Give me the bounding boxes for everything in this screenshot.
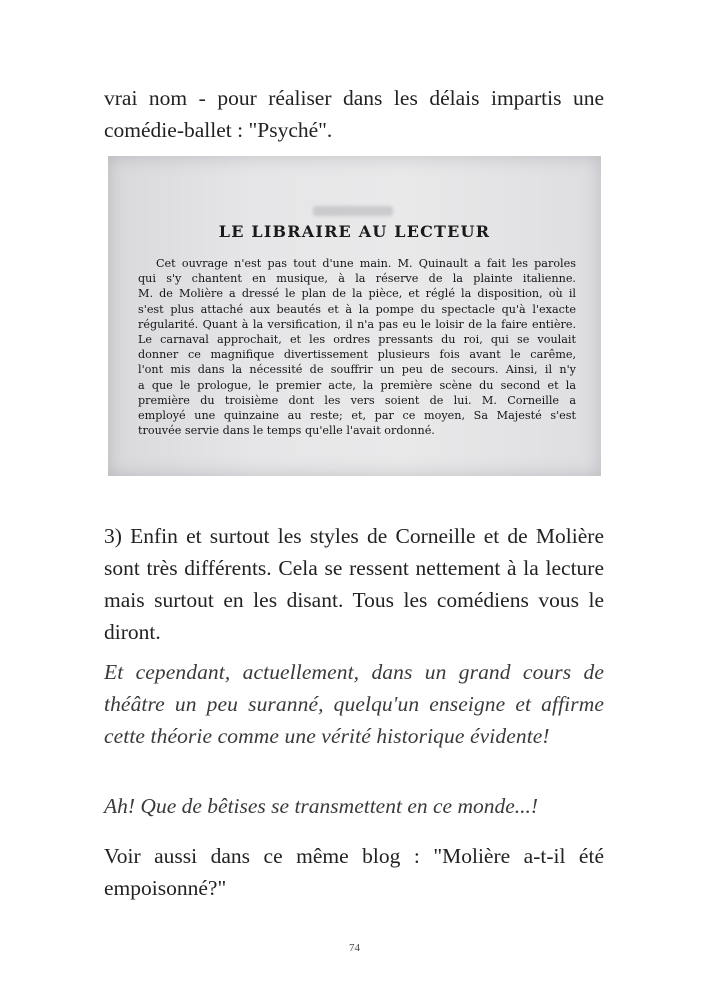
excerpt-title: LE LIBRAIRE AU LECTEUR xyxy=(218,222,491,241)
excerpt-line: régularité. Quant à la versification, il n'a pas eu le loisir de la faire entière. xyxy=(138,317,576,331)
italic-commentary-paragraph: Et cependant, actuellement, dans un grand cours de théâtre un peu suranné, quelqu'un enseigne et affirme cette théorie comme une vérité historique évidente! xyxy=(104,660,604,748)
excerpt-line: l'ont mis dans la nécessité de souffrir un peu de secours. Ainsi, il n'y xyxy=(138,363,576,377)
see-also-paragraph: Voir aussi dans ce même blog : "Molière a-t-il été empoisonné?" xyxy=(104,844,604,900)
excerpt-line: qui s'y chantent en musique, à la réserve de la plainte italienne. xyxy=(138,272,576,286)
excerpt-line: M. de Molière a dressé le plan de la pièce, et réglé la disposition, où il xyxy=(138,287,576,301)
excerpt-line: Le carnaval approchait, et les ordres pressants du roi, qui se voulait xyxy=(138,333,576,347)
excerpt-line: Cet ouvrage n'est pas tout d'une main. M. Quinault a fait les paroles xyxy=(156,257,576,270)
excerpt-line: a que le prologue, le premier acte, la première scène du second et la xyxy=(138,378,576,392)
excerpt-line: première du troisième dont les vers soient de lui. M. Corneille a xyxy=(138,393,576,407)
point-three-paragraph: 3) Enfin et surtout les styles de Corneille et de Molière sont très différents. Cela se ressent nettement à la lecture mais surtout en les disant. Tous les comédiens vous le diront. xyxy=(104,524,604,644)
page-number: 74 xyxy=(349,942,360,954)
excerpt-line: donner ce magnifique divertissement plusieurs fois avant le carême, xyxy=(138,348,576,362)
excerpt-line: s'est plus attaché aux beautés et à la pompe du spectacle qu'à l'exacte xyxy=(138,302,576,316)
italic-exclamation-paragraph: Ah! Que de bêtises se transmettent en ce monde...! xyxy=(104,794,539,818)
excerpt-line: trouvée servie dans le temps qu'elle l'avait ordonné. xyxy=(138,424,435,438)
excerpt-body xyxy=(138,256,576,438)
bleed-through-smudge xyxy=(313,206,393,216)
intro-paragraph: vrai nom - pour réaliser dans les délais impartis une comédie-ballet : "Psyché". xyxy=(104,86,604,142)
excerpt-line: employé une quinzaine au reste; et, par ce moyen, Sa Majesté s'est xyxy=(138,409,576,423)
scanned-excerpt-image xyxy=(108,156,601,476)
